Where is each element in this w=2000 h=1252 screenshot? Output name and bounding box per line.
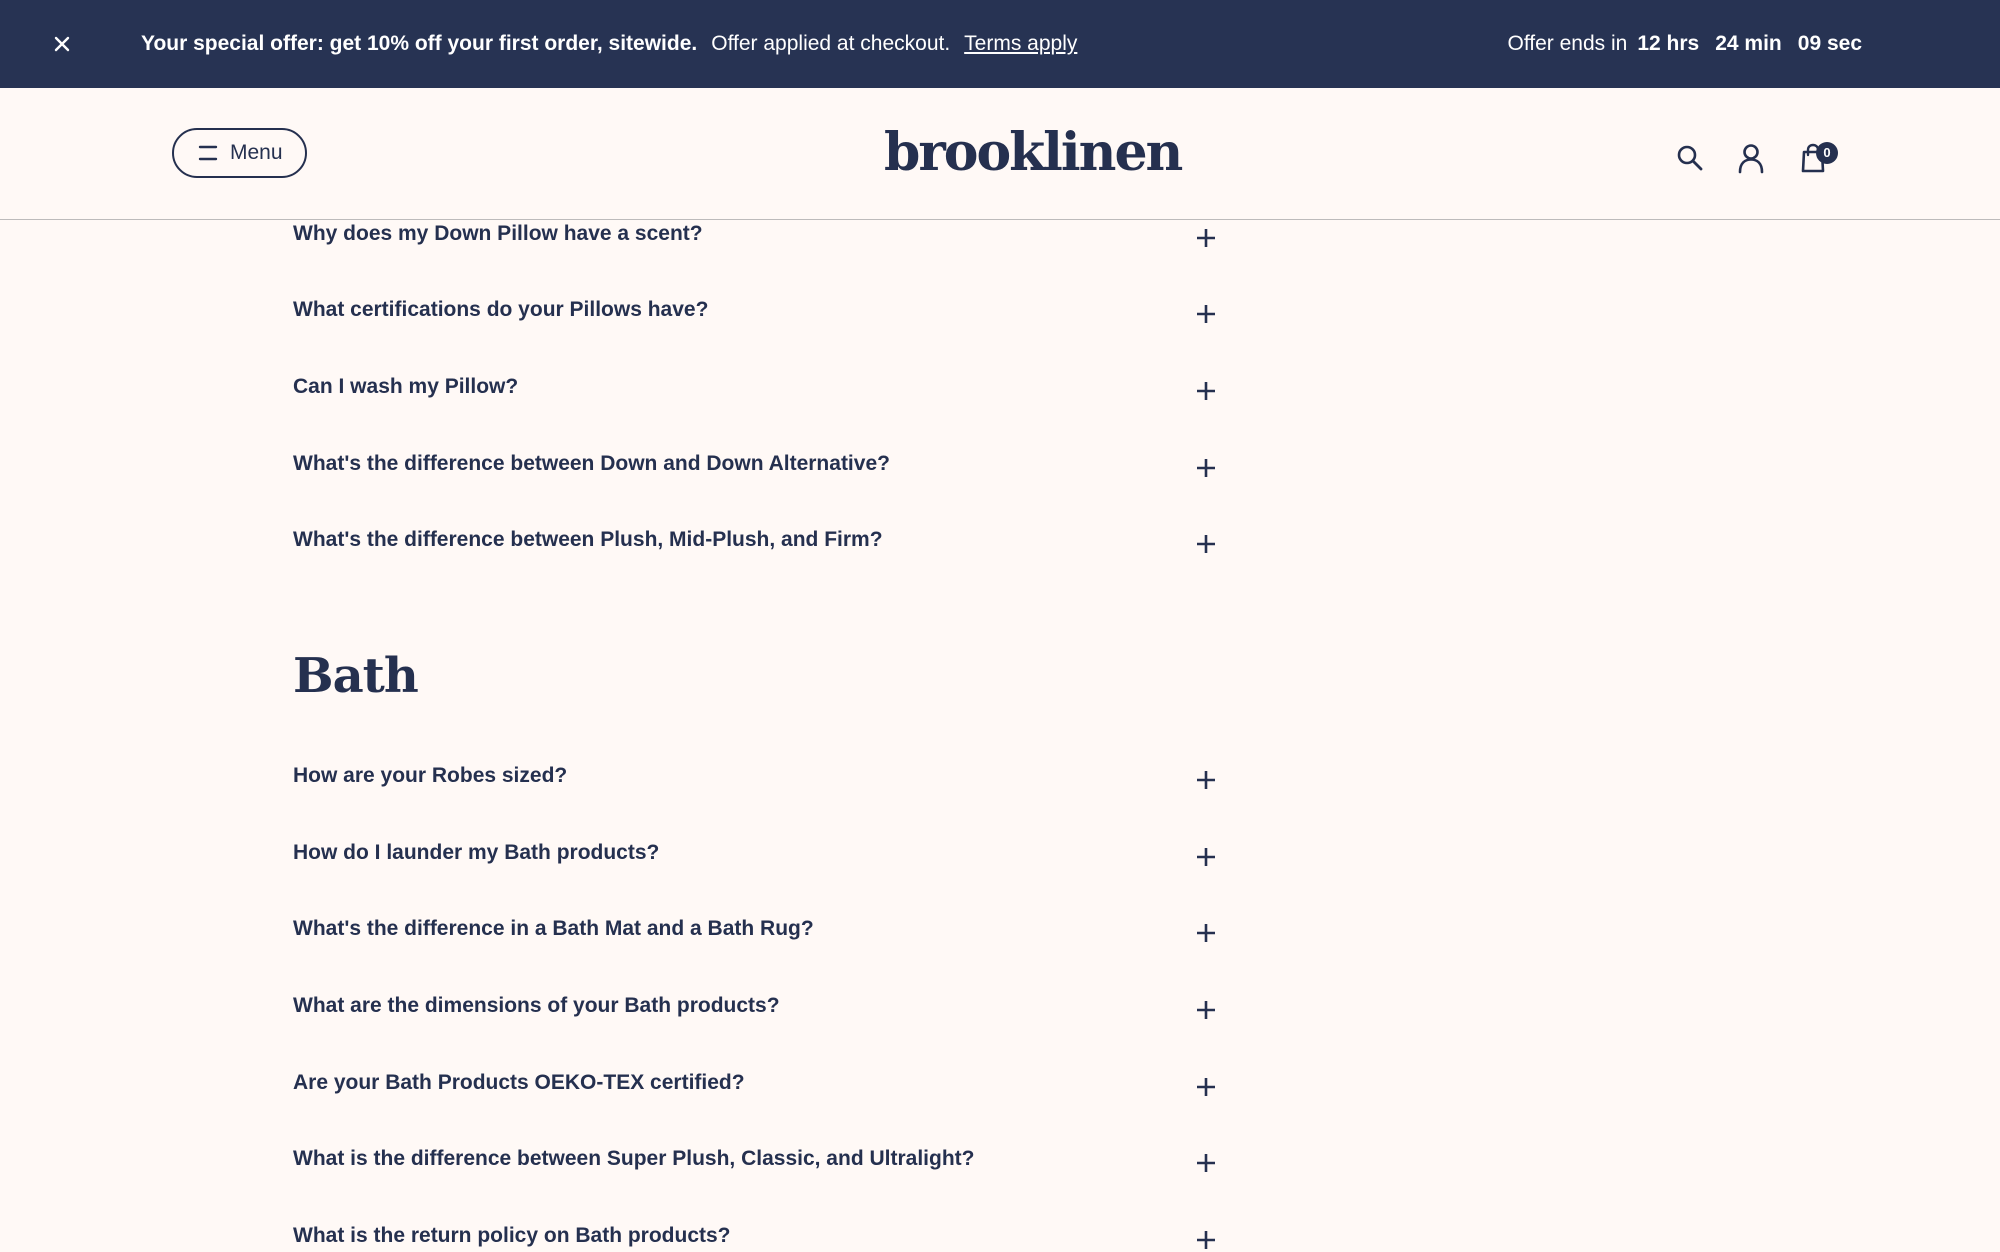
faq-item[interactable] bbox=[293, 1147, 1219, 1211]
faq-item[interactable] bbox=[293, 452, 1219, 516]
faq-question: How are your Robes sized? bbox=[293, 764, 568, 787]
promo-message bbox=[141, 0, 1077, 88]
plus-icon[interactable] bbox=[1194, 1228, 1218, 1252]
cart-count-badge: 0 bbox=[1816, 142, 1838, 164]
user-icon[interactable] bbox=[1735, 142, 1767, 174]
section-title-bath: Bath bbox=[293, 648, 418, 704]
countdown-minutes: 24 min bbox=[1715, 32, 1782, 55]
faq-item[interactable] bbox=[293, 841, 1219, 905]
faq-question: What's the difference in a Bath Mat and a Bath Rug? bbox=[293, 917, 814, 940]
plus-icon[interactable] bbox=[1194, 921, 1218, 945]
faq-item[interactable] bbox=[293, 375, 1219, 439]
search-icon[interactable] bbox=[1674, 142, 1706, 174]
faq-question: What certifications do your Pillows have? bbox=[293, 298, 709, 321]
plus-icon[interactable] bbox=[1194, 456, 1218, 480]
plus-icon[interactable] bbox=[1194, 1151, 1218, 1175]
faq-question: What's the difference between Plush, Mid-Plush, and Firm? bbox=[293, 528, 883, 551]
faq-item[interactable] bbox=[293, 994, 1219, 1058]
promo-subtext: Offer applied at checkout. bbox=[711, 32, 951, 55]
menu-label: Menu bbox=[230, 141, 283, 164]
menu-button[interactable] bbox=[172, 128, 307, 178]
faq-item[interactable] bbox=[293, 298, 1219, 362]
plus-icon[interactable] bbox=[1194, 845, 1218, 869]
countdown-seconds: 09 sec bbox=[1797, 32, 1862, 55]
faq-item[interactable] bbox=[293, 528, 1219, 592]
faq-question: How do I launder my Bath products? bbox=[293, 841, 660, 864]
countdown-label: Offer ends in bbox=[1507, 32, 1628, 55]
plus-icon[interactable] bbox=[1194, 1075, 1218, 1099]
offer-countdown bbox=[1508, 0, 1863, 88]
faq-question: Can I wash my Pillow? bbox=[293, 375, 519, 398]
faq-question: What is the difference between Super Plush, Classic, and Ultralight? bbox=[293, 1147, 975, 1170]
brand-logo[interactable]: brooklinen bbox=[884, 122, 1182, 183]
plus-icon[interactable] bbox=[1194, 768, 1218, 792]
faq-question: Are your Bath Products OEKO-TEX certified? bbox=[293, 1071, 745, 1094]
promo-headline: Your special offer: get 10% off your first order, sitewide. bbox=[141, 32, 698, 55]
faq-item[interactable] bbox=[293, 917, 1219, 981]
faq-question: What are the dimensions of your Bath products? bbox=[293, 994, 780, 1017]
plus-icon[interactable] bbox=[1194, 302, 1218, 326]
plus-icon[interactable] bbox=[1194, 226, 1218, 250]
faq-question: What is the return policy on Bath products? bbox=[293, 1224, 731, 1247]
promo-banner bbox=[0, 0, 2000, 88]
faq-question: What's the difference between Down and Down Alternative? bbox=[293, 452, 890, 475]
faq-item[interactable] bbox=[293, 1224, 1219, 1252]
terms-link[interactable]: Terms apply bbox=[964, 32, 1078, 55]
plus-icon[interactable] bbox=[1194, 998, 1218, 1022]
faq-item[interactable] bbox=[293, 222, 1219, 286]
hamburger-icon bbox=[198, 144, 218, 162]
plus-icon[interactable] bbox=[1194, 532, 1218, 556]
faq-question: Why does my Down Pillow have a scent? bbox=[293, 222, 703, 245]
faq-item[interactable] bbox=[293, 764, 1219, 828]
close-icon[interactable] bbox=[48, 30, 76, 58]
faq-item[interactable] bbox=[293, 1071, 1219, 1135]
plus-icon[interactable] bbox=[1194, 379, 1218, 403]
countdown-hours: 12 hrs bbox=[1637, 32, 1700, 55]
